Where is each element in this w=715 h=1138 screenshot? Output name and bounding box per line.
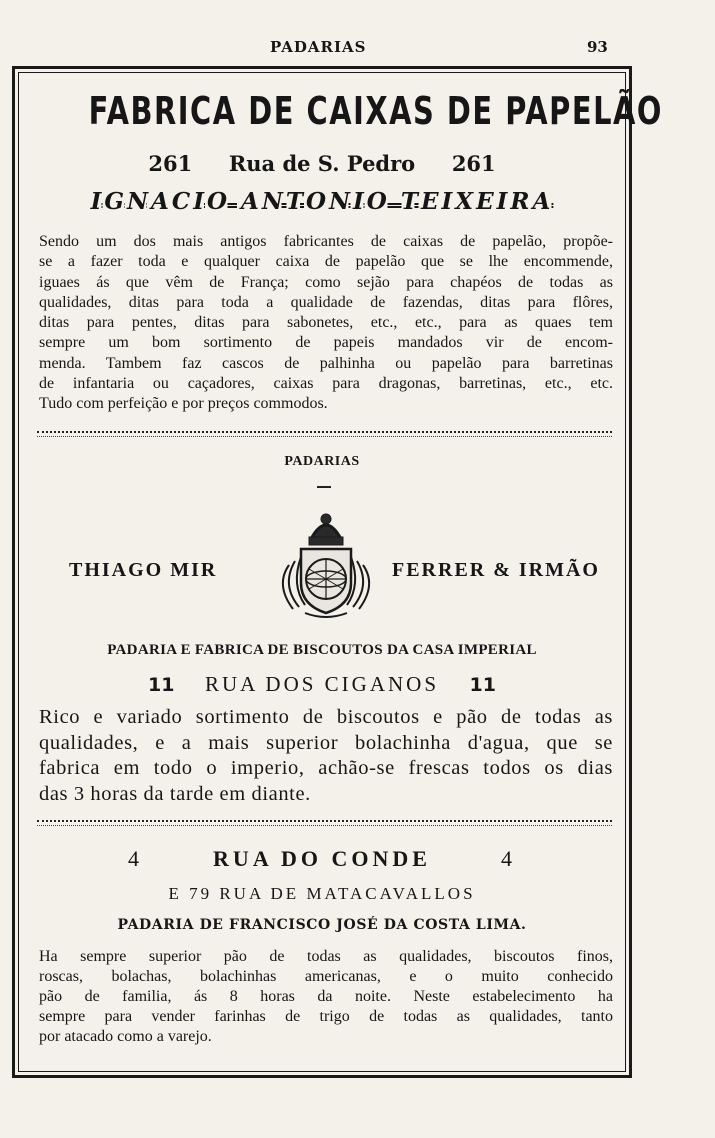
ad1-line: iguaes ás que vêm de França; como sejão para chapéos de todas as <box>39 273 613 291</box>
ad3-body <box>39 947 613 1047</box>
ad1-title: FABRICA DE CAIXAS DE PAPELÃO <box>88 89 663 133</box>
ad2-line: qualidades, e a mais superior bolachinha d'agua, que se <box>39 731 613 754</box>
ad1-body <box>39 232 613 415</box>
ad1-line: Sendo um dos mais antigos fabricantes de caixas de papelão, propõe- <box>39 233 613 250</box>
ad1-line: se a fazer toda e qualquer caixa de papelão que se lhe encommende, <box>39 253 613 271</box>
ad1-line: Tudo com perfeição e por preços commodos. <box>39 395 328 413</box>
separator-rule <box>37 431 612 437</box>
ad1-address-number-right: 261 <box>451 151 496 176</box>
ad3-street: RUA DO CONDE <box>213 846 431 871</box>
ad3-line: por atacado como a varejo. <box>39 1028 212 1045</box>
page-number: 93 <box>587 38 608 56</box>
ad2-firm-right: FERRER & IRMÃO <box>392 559 600 581</box>
running-head-section: PADARIAS <box>270 38 367 56</box>
short-dash <box>317 486 331 488</box>
ad3-line: Ha sempre superior pão de todas as qualidades, biscoutos finos, <box>39 948 613 965</box>
ad2-line: das 3 horas da tarde em diante. <box>39 782 311 805</box>
ad3-address <box>15 846 629 872</box>
imperial-coat-of-arms-icon <box>271 505 381 623</box>
running-head <box>0 36 715 60</box>
ad3-line: sempre para vender farinhas de trigo de todas as qualidades, tanto <box>39 1008 613 1025</box>
ad3-line: pão de familia, ás 8 horas da noite. Neste estabelecimento ha <box>39 988 613 1005</box>
ad1-line: qualidades, ditas para toda a qualidade de fazendas, ditas para flôres, <box>39 293 613 311</box>
ad3-second-address: E 79 RUA DE MATACAVALLOS <box>168 884 476 903</box>
ad3-number-right: 4 <box>500 846 516 871</box>
ad1-line: sempre um bom sortimento de papeis mandados vir de encom- <box>39 334 613 352</box>
ad2-firm-left: THIAGO MIR <box>69 559 218 581</box>
ad1-title-wrap <box>15 89 663 133</box>
ad1-owner-wrap <box>15 188 629 215</box>
ad2-line: fabrica em todo o imperio, achão-se frescas todos os dias <box>39 757 613 779</box>
ad2-subtitle: PADARIA E FABRICA DE BISCOUTOS DA CASA IMPERIAL <box>107 642 537 658</box>
ad1-owner: IGNACIO ANTONIO TEIXEIRA <box>90 188 554 215</box>
ad1-address-number-left: 261 <box>148 151 193 176</box>
ad1-line: menda. Tambem faz cascos de palhinha ou papelão para barretinas <box>39 354 613 372</box>
advertisement-frame <box>12 66 663 1078</box>
ad2-street-number-right: 11 <box>469 674 496 696</box>
ad3-line: roscas, bolachas, bolachinhas americanas, e o muito conhecido <box>39 968 613 985</box>
ad2-body <box>39 705 613 807</box>
ad1-address-street: Rua de S. Pedro <box>228 151 416 176</box>
ad2-street <box>15 672 629 697</box>
separator-rule <box>37 820 612 826</box>
ad3-number-left: 4 <box>128 846 144 871</box>
ad3-title: PADARIA DE FRANCISCO JOSÉ DA COSTA LIMA. <box>117 917 527 933</box>
ad2-section-heading: PADARIAS <box>284 454 360 469</box>
ad2-street-name: RUA DOS CIGANOS <box>204 672 440 696</box>
ad2-line: Rico e variado sortimento de biscoutos e pão de todas as <box>39 706 613 728</box>
ad2-street-number-left: 11 <box>148 674 175 696</box>
ad1-line: de infantaria ou caçadores, caixas para dragonas, barretinas, etc., etc. <box>39 375 613 393</box>
ad1-address <box>15 151 629 176</box>
ad1-line: ditas para pentes, ditas para sabonetes, etc., etc., para as quaes tem <box>39 314 613 332</box>
